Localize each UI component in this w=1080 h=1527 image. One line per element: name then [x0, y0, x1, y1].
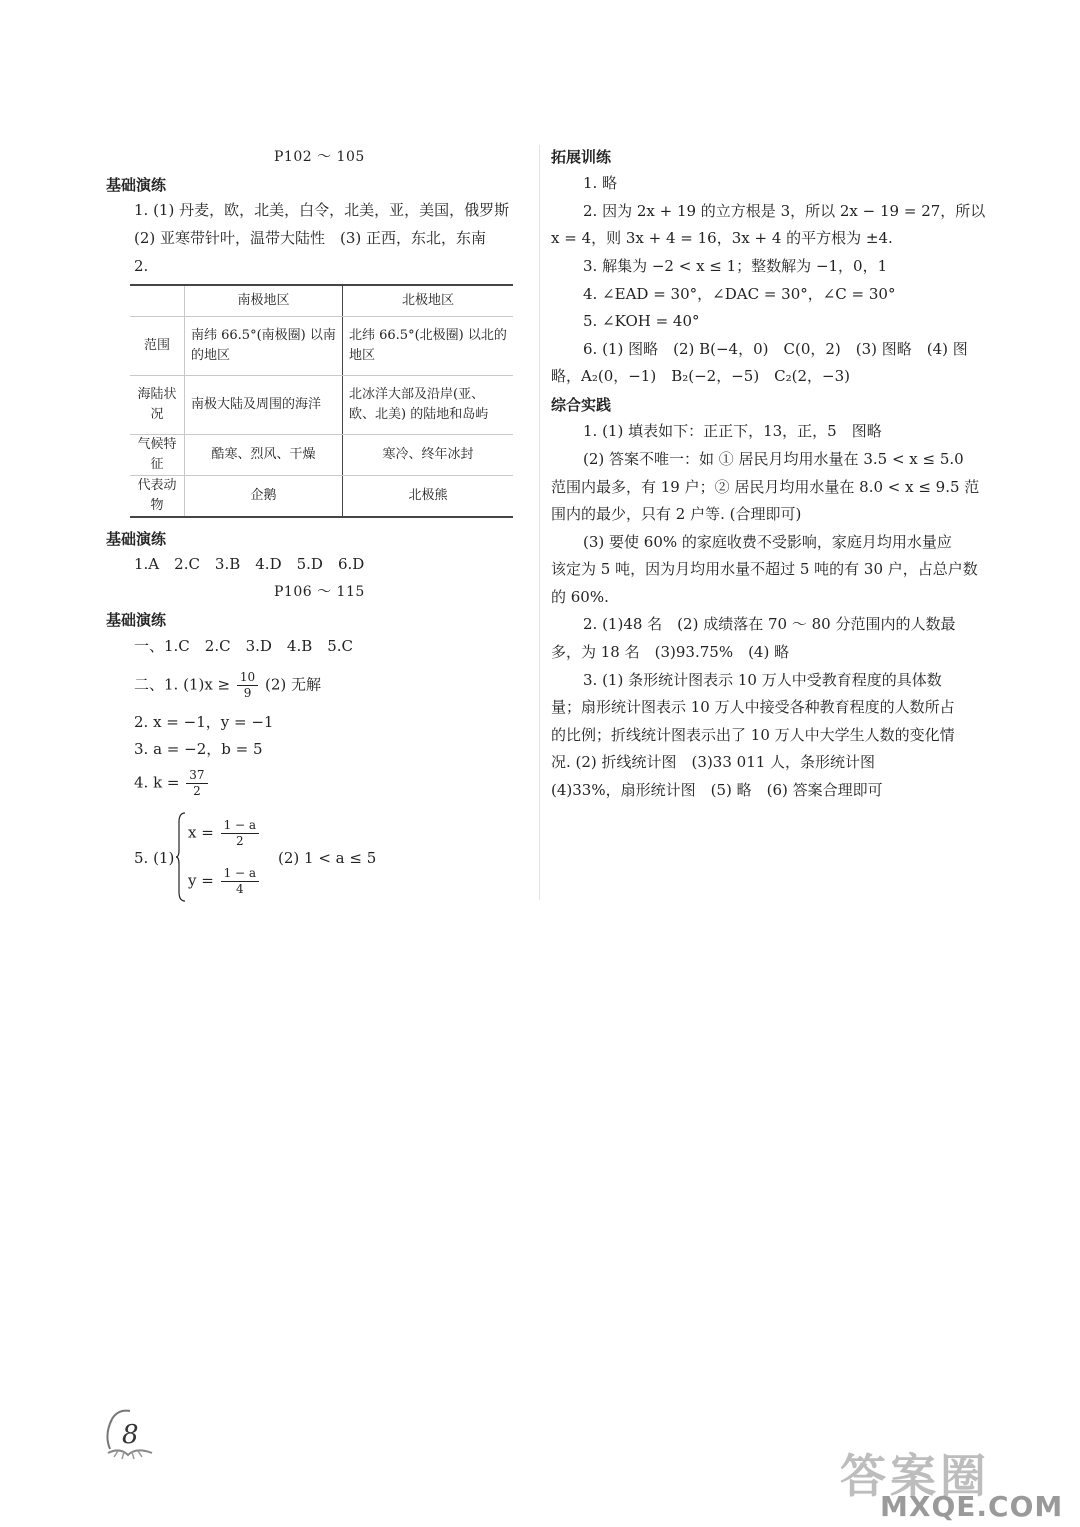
answer-line: 的 60%. — [551, 588, 609, 606]
table-row-key: 代表动物 — [130, 476, 185, 518]
answer-line: 4. ∠EAD = 30°，∠DAC = 30°，∠C = 30° — [583, 285, 896, 303]
section-heading: 拓展训练 — [551, 148, 612, 166]
answer-line: 2. — [134, 257, 149, 275]
equation-y — [188, 866, 261, 897]
equation-x — [188, 818, 261, 849]
fraction-denominator: 9 — [243, 686, 252, 700]
answer-text: 二、1. (1)x ≥ — [134, 675, 231, 694]
fraction — [221, 866, 259, 897]
table-cell: 北冰洋大部及沿岸(亚、欧、北美) 的陆地和岛屿 — [343, 376, 514, 435]
table-cell: 北极熊 — [343, 476, 514, 518]
polar-comparison-table — [130, 284, 513, 518]
answer-line: 范围内最多，有 19 户；② 居民月均用水量在 8.0 < x ≤ 9.5 范 — [551, 478, 980, 496]
section-heading: 基础演练 — [106, 176, 167, 194]
table-row-key: 海陆状况 — [130, 376, 185, 435]
answer-line: 1. 略 — [583, 174, 618, 192]
table-cell: 北纬 66.5°(北极圈) 以北的地区 — [343, 317, 514, 376]
watermark-url: MXQE.COM — [880, 1490, 1064, 1523]
table-corner-cell — [130, 285, 185, 317]
table-row — [130, 476, 513, 518]
fraction-denominator: 4 — [236, 882, 244, 896]
fraction-numerator: 37 — [186, 768, 207, 784]
answer-line: 1.A 2.C 3.B 4.D 5.D 6.D — [134, 555, 365, 573]
answer-line: (4)33%，扇形统计图 (5) 略 (6) 答案合理即可 — [551, 781, 883, 799]
answer-line: 3. 解集为 −2 < x ≤ 1；整数解为 −1，0，1 — [583, 257, 888, 275]
answer-line: 3. a = −2，b = 5 — [134, 740, 263, 758]
column-divider — [539, 145, 540, 900]
table-cell: 酷寒、烈风、干燥 — [185, 435, 343, 476]
answer-line: x = 4，则 3x + 4 = 16，3x + 4 的平方根为 ±4. — [551, 229, 893, 247]
equation-lhs: y = — [188, 871, 214, 890]
table-header-row — [130, 285, 513, 317]
table-row-key: 气候特征 — [130, 435, 185, 476]
answer-line: 5. ∠KOH = 40° — [583, 312, 700, 330]
answer-line: 的比例；折线统计图表示出了 10 万人中大学生人数的变化情 — [551, 726, 955, 744]
equation-lhs: x = — [188, 823, 214, 842]
section-heading: 综合实践 — [551, 396, 612, 414]
answer-line: 1. (1) 填表如下：正正下，13，正，5 图略 — [583, 422, 882, 440]
answer-line-with-fraction — [134, 768, 210, 799]
table-row-key: 范围 — [130, 317, 185, 376]
fraction — [237, 670, 258, 701]
answer-line: (3) 要使 60% 的家庭收费不受影响，家庭月均用水量应 — [583, 533, 952, 551]
answer-line: 3. (1) 条形统计图表示 10 万人中受教育程度的具体数 — [583, 671, 942, 689]
answer-line: 围内的最少，只有 2 户等. (合理即可) — [551, 505, 802, 523]
fraction-numerator: 10 — [237, 670, 258, 686]
answer-text: (2) 无解 — [264, 675, 321, 694]
answer-text: 4. k = — [134, 773, 180, 792]
answer-line: 略，A₂(0，−1) B₂(−2，−5) C₂(2，−3) — [551, 367, 851, 385]
answer-line: 2. x = −1，y = −1 — [134, 713, 274, 731]
answer-line: 一、1.C 2.C 3.D 4.B 5.C — [134, 637, 354, 655]
table-row — [130, 317, 513, 376]
fraction-denominator: 2 — [236, 834, 244, 848]
left-brace-icon — [176, 812, 186, 902]
answer-line: 1. (1) 丹麦，欧，北美，白令，北美，亚，美国，俄罗斯 — [134, 201, 510, 219]
fraction-denominator: 2 — [193, 784, 201, 798]
answer-line: 量；扇形统计图表示 10 万人中接受各种教育程度的人数所占 — [551, 698, 955, 716]
table-header-south: 南极地区 — [185, 285, 343, 317]
page-number-ornament-icon — [100, 1405, 160, 1460]
answer-line-with-fraction — [134, 670, 321, 701]
answer-line: (2) 答案不唯一：如 ① 居民月均用水量在 3.5 < x ≤ 5.0 — [583, 450, 964, 468]
answer-line: 该定为 5 吨，因为月均用水量不超过 5 吨的有 30 户，占总户数 — [551, 560, 978, 578]
fraction — [186, 768, 207, 799]
answer-line: 6. (1) 图略 (2) B(−4，0) C(0，2) (3) 图略 (4) 图 — [583, 340, 968, 358]
table-cell: 南极大陆及周围的海洋 — [185, 376, 343, 435]
page-number: 8 — [122, 1420, 139, 1450]
page-range-label: P106 ～ 115 — [274, 584, 365, 600]
answer-line: 多，为 18 名 (3)93.75% (4) 略 — [551, 643, 790, 661]
fraction-numerator: 1 − a — [221, 866, 259, 882]
table-header-north: 北极地区 — [343, 285, 514, 317]
answer-line: 况. (2) 折线统计图 (3)33 011 人，条形统计图 — [551, 753, 876, 771]
section-heading: 基础演练 — [106, 611, 167, 629]
answer-line: 2. 因为 2x + 19 的立方根是 3，所以 2x − 19 = 27，所以 — [583, 202, 986, 220]
watermark-logo-text: 答案圈 — [840, 1449, 990, 1503]
table-cell: 企鹅 — [185, 476, 343, 518]
answer-line: 2. (1)48 名 (2) 成绩落在 70 ～ 80 分范围内的人数最 — [583, 615, 956, 633]
section-heading: 基础演练 — [106, 530, 167, 548]
fraction-numerator: 1 − a — [221, 818, 259, 834]
table-row — [130, 435, 513, 476]
answer-line: (2) 亚寒带针叶，温带大陆性 (3) 正西，东北，东南 — [134, 229, 487, 247]
table-cell: 寒冷、终年冰封 — [343, 435, 514, 476]
answer-text: 5. (1) — [134, 849, 175, 867]
answer-text: (2) 1 < a ≤ 5 — [278, 849, 377, 867]
fraction — [221, 818, 259, 849]
table-row — [130, 376, 513, 435]
table-cell: 南纬 66.5°(南极圈) 以南的地区 — [185, 317, 343, 376]
page-range-label: P102 ～ 105 — [274, 149, 365, 165]
